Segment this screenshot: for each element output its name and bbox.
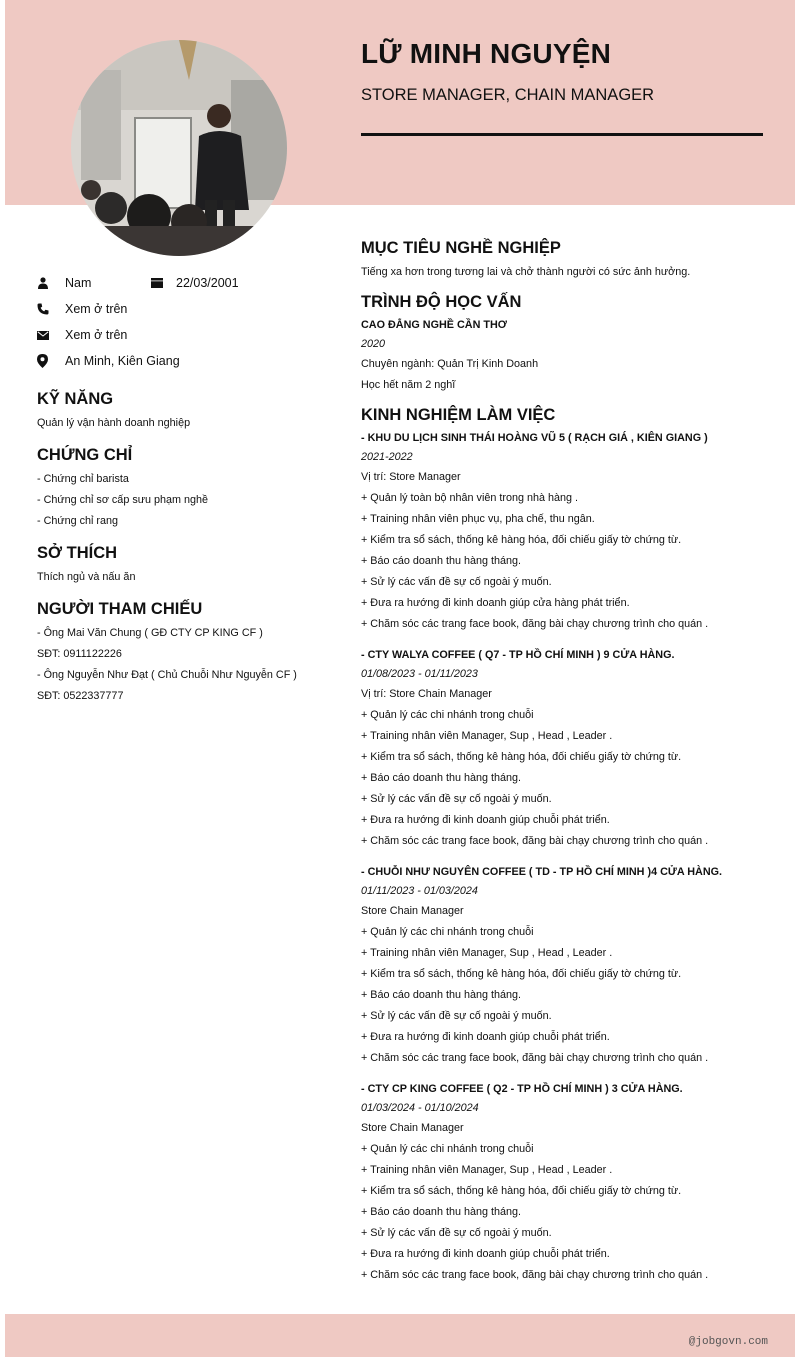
candidate-name: LỮ MINH NGUYỆN (361, 38, 612, 69)
dob-value: 22/03/2001 (176, 276, 239, 290)
right-column (361, 239, 781, 1297)
experience-section (361, 406, 781, 1286)
certificates-title: CHỨNG CHỈ (37, 446, 133, 464)
experience-line: + Kiểm tra sổ sách, thống kê hàng hóa, đối chiếu giấy tờ chứng từ. (361, 968, 682, 980)
candidate-title: STORE MANAGER, CHAIN MANAGER (361, 86, 655, 104)
experience-line: + Quản lý các chi nhánh trong chuỗi (361, 926, 534, 938)
reference-line: - Ông Mai Văn Chung ( GĐ CTY CP KING CF ) (37, 627, 263, 639)
experience-period: 01/08/2023 - 01/11/2023 (361, 668, 478, 680)
experience-line: Vị trí: Store Chain Manager (361, 688, 492, 700)
experience-line: Store Chain Manager (361, 1122, 464, 1134)
experience-line: + Chăm sóc các trang face book, đăng bài chạy chương trình cho quán . (361, 835, 709, 847)
experience-period: 2021-2022 (361, 451, 413, 463)
address-row (37, 348, 337, 374)
references-title: NGƯỜI THAM CHIẾU (37, 600, 203, 618)
footer-watermark: @jobgovn.com (688, 1336, 768, 1348)
experience-line: + Báo cáo doanh thu hàng tháng. (361, 989, 521, 1001)
experience-period: 01/03/2024 - 01/10/2024 (361, 1102, 479, 1114)
experience-line: + Báo cáo doanh thu hàng tháng. (361, 1206, 521, 1218)
experience-line: + Đưa ra hướng đi kinh doanh giúp cửa hàng phát triển. (361, 597, 630, 609)
reference-line: - Ông Nguyễn Như Đạt ( Chủ Chuỗi Như Nguyễn CF ) (37, 669, 297, 681)
experience-line: + Quản lý các chi nhánh trong chuỗi (361, 1143, 534, 1155)
skills-title: KỸ NĂNG (37, 390, 114, 408)
hobbies-title: SỞ THÍCH (37, 544, 118, 562)
experience-line: + Sử lý các vấn đề sự cố ngoài ý muốn. (361, 1010, 552, 1022)
certificate-item: - Chứng chỉ sơ cấp sưu phạm nghề (37, 494, 208, 506)
experience-title: KINH NGHIỆM LÀM VIỆC (361, 406, 556, 424)
experience-line: + Đưa ra hướng đi kinh doanh giúp chuỗi phát triển. (361, 1031, 610, 1043)
experience-company: - KHU DU LỊCH SINH THÁI HOÀNG VŨ 5 ( RẠCH GIÁ , KIÊN GIANG ) (361, 432, 708, 444)
gender-row (37, 270, 337, 296)
experience-line: + Chăm sóc các trang face book, đăng bài chạy chương trình cho quán . (361, 618, 709, 630)
objective-section (361, 239, 781, 283)
objective-text: Tiếng xa hơn trong tương lai và chở thành người có sức ảnh hưởng. (361, 266, 691, 278)
certificate-item: - Chứng chỉ rang (37, 515, 119, 527)
phone-icon (37, 303, 65, 315)
experience-line: + Training nhân viên Manager, Sup , Head , Leader . (361, 947, 613, 959)
certificate-item: - Chứng chỉ barista (37, 473, 129, 485)
reference-line: SĐT: 0911122226 (37, 648, 122, 660)
experience-line: + Chăm sóc các trang face book, đăng bài chạy chương trình cho quán . (361, 1269, 709, 1281)
email-row (37, 322, 337, 348)
education-line: Chuyên ngành: Quản Trị Kinh Doanh (361, 358, 539, 370)
skill-item: Quản lý vận hành doanh nghiệp (37, 417, 191, 429)
experience-item (361, 646, 781, 852)
hobby-item: Thích ngủ và nấu ăn (37, 571, 136, 583)
references-section (37, 600, 337, 707)
phone-row (37, 296, 337, 322)
experience-list (361, 429, 781, 1286)
hobbies-section (37, 544, 337, 588)
experience-line: + Báo cáo doanh thu hàng tháng. (361, 772, 521, 784)
experience-item (361, 863, 781, 1069)
experience-period: 01/11/2023 - 01/03/2024 (361, 885, 478, 897)
experience-line: + Quản lý toàn bộ nhân viên trong nhà hàng . (361, 492, 579, 504)
education-title: TRÌNH ĐỘ HỌC VẤN (361, 293, 522, 311)
footer-band (5, 1314, 795, 1357)
location-pin-icon (37, 354, 65, 368)
experience-company: - CTY CP KING COFFEE ( Q2 - TP HỒ CHÍ MINH ) 3 CỬA HÀNG. (361, 1083, 683, 1095)
experience-company: - CTY WALYA COFFEE ( Q7 - TP HỒ CHÍ MINH ) 9 CỬA HÀNG. (361, 649, 675, 661)
experience-line: Store Chain Manager (361, 905, 464, 917)
email-value: Xem ở trên (65, 328, 128, 342)
person-icon (37, 277, 65, 289)
reference-line: SĐT: 0522337777 (37, 690, 124, 702)
mail-icon (37, 331, 65, 340)
education-section (361, 293, 781, 396)
experience-line: + Kiểm tra sổ sách, thống kê hàng hóa, đối chiếu giấy tờ chứng từ. (361, 534, 682, 546)
dob-item (151, 270, 239, 296)
experience-line: + Training nhân viên phục vụ, pha chế, thu ngân. (361, 513, 595, 525)
skills-section (37, 390, 337, 434)
school-name: CAO ĐẲNG NGHỀ CẦN THƠ (361, 319, 507, 331)
experience-line: + Training nhân viên Manager, Sup , Head , Leader . (361, 730, 613, 742)
experience-line: + Đưa ra hướng đi kinh doanh giúp chuỗi phát triển. (361, 814, 610, 826)
title-divider (361, 133, 763, 136)
gender-value: Nam (65, 276, 92, 290)
experience-line: + Báo cáo doanh thu hàng tháng. (361, 555, 521, 567)
experience-line: + Kiểm tra sổ sách, thống kê hàng hóa, đối chiếu giấy tờ chứng từ. (361, 1185, 682, 1197)
profile-photo (71, 40, 287, 256)
experience-item (361, 429, 781, 635)
experience-line: + Chăm sóc các trang face book, đăng bài chạy chương trình cho quán . (361, 1052, 709, 1064)
certificates-section (37, 446, 337, 532)
experience-item (361, 1080, 781, 1286)
left-column (37, 270, 337, 707)
experience-line: Vị trí: Store Manager (361, 471, 461, 483)
experience-line: + Training nhân viên Manager, Sup , Head , Leader . (361, 1164, 613, 1176)
calendar-icon (151, 278, 176, 288)
education-line: Học hết năm 2 nghĩ (361, 379, 456, 391)
experience-line: + Quản lý các chi nhánh trong chuỗi (361, 709, 534, 721)
objective-title: MỤC TIÊU NGHỀ NGHIỆP (361, 239, 561, 257)
education-year: 2020 (361, 338, 386, 350)
experience-line: + Đưa ra hướng đi kinh doanh giúp chuỗi phát triển. (361, 1248, 610, 1260)
experience-line: + Sử lý các vấn đề sự cố ngoài ý muốn. (361, 793, 552, 805)
address-value: An Minh, Kiên Giang (65, 354, 180, 368)
experience-line: + Sử lý các vấn đề sự cố ngoài ý muốn. (361, 576, 552, 588)
experience-company: - CHUỖI NHƯ NGUYÊN COFFEE ( TD - TP HỒ CHÍ MINH )4 CỬA HÀNG. (361, 866, 723, 878)
experience-line: + Kiểm tra sổ sách, thống kê hàng hóa, đối chiếu giấy tờ chứng từ. (361, 751, 682, 763)
experience-line: + Sử lý các vấn đề sự cố ngoài ý muốn. (361, 1227, 552, 1239)
phone-value: Xem ở trên (65, 302, 128, 316)
